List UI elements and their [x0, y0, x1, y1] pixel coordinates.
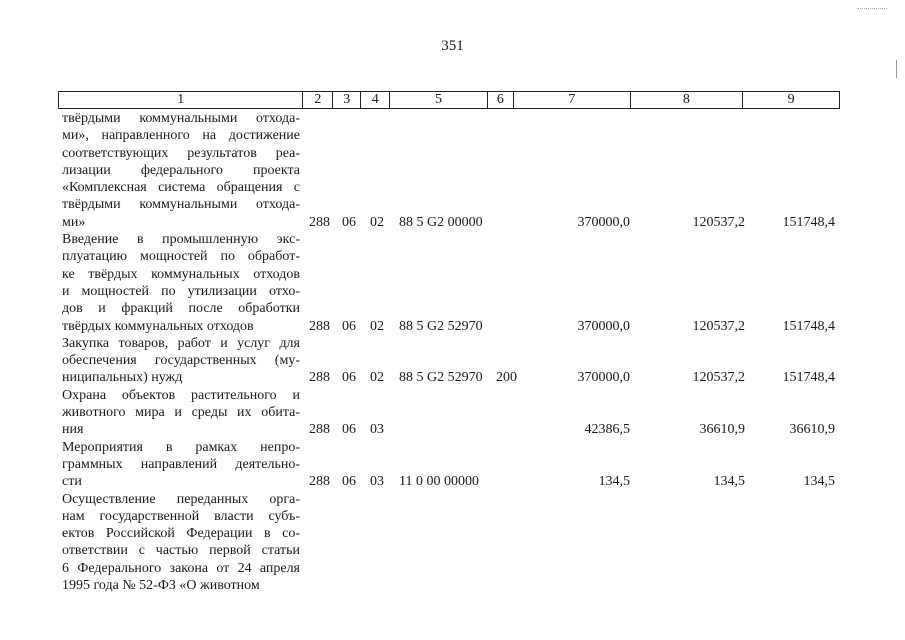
- header-col-5: 5: [390, 92, 488, 108]
- cell-col-5: 88 5 G2 00000: [399, 214, 483, 230]
- cell-col-8: 120537,2: [692, 214, 745, 230]
- header-col-4: 4: [361, 92, 390, 108]
- cell-col-3: 06: [342, 474, 356, 490]
- cell-col-2: 288: [309, 422, 330, 438]
- header-col-7: 7: [514, 92, 631, 108]
- cell-col-6: 200: [496, 370, 517, 386]
- description-line: ответствии с частью первой статьи: [62, 543, 300, 559]
- description-line: ми»: [62, 214, 86, 230]
- description-line: Осуществление переданных орга-: [62, 491, 300, 507]
- page-number: 351: [441, 38, 464, 54]
- description-line: и мощностей по утилизации отхо-: [62, 283, 300, 299]
- cell-col-4: 02: [370, 370, 384, 386]
- description-line: ниципальных) нужд: [62, 370, 183, 386]
- cell-col-2: 288: [309, 318, 330, 334]
- header-col-3: 3: [333, 92, 361, 108]
- cell-col-5: 88 5 G2 52970: [399, 318, 483, 334]
- cell-col-2: 288: [309, 474, 330, 490]
- cell-col-5: 11 0 00 00000: [399, 474, 479, 490]
- cell-col-8: 134,5: [713, 474, 745, 490]
- cell-col-3: 06: [342, 318, 356, 334]
- header-col-2: 2: [303, 92, 333, 108]
- cell-col-2: 288: [309, 370, 330, 386]
- description-line: граммных направлений деятельно-: [62, 456, 300, 472]
- cell-col-8: 120537,2: [692, 370, 745, 386]
- description-line: сти: [62, 474, 82, 490]
- header-col-1: 1: [59, 92, 303, 108]
- row-description: [62, 491, 300, 595]
- cell-col-4: 02: [370, 318, 384, 334]
- row-description: [62, 439, 300, 491]
- description-line: плуатацию мощностей по обработ-: [62, 249, 300, 265]
- description-line: «Комплексная система обращения с: [62, 180, 300, 196]
- cell-col-3: 06: [342, 370, 356, 386]
- cell-col-7: 370000,0: [577, 318, 630, 334]
- cell-col-5: 88 5 G2 52970: [399, 370, 483, 386]
- header-col-9: 9: [787, 92, 795, 107]
- row-description: [62, 231, 300, 335]
- cell-col-9: 151748,4: [782, 318, 835, 334]
- cell-col-8: 36610,9: [699, 422, 745, 438]
- description-line: ния: [62, 422, 84, 438]
- cell-col-7: 370000,0: [577, 370, 630, 386]
- cell-col-9: 134,5: [803, 474, 835, 490]
- description-line: твёрдых коммунальных отходов: [62, 318, 254, 334]
- scan-artifact: [857, 8, 887, 10]
- scan-edge-mark: [896, 60, 897, 78]
- description-line: ке твёрдых коммунальных отходов: [62, 266, 300, 282]
- cell-col-4: 03: [370, 474, 384, 490]
- cell-col-8: 120537,2: [692, 318, 745, 334]
- header-col-6: 6: [488, 92, 514, 108]
- cell-col-9: 36610,9: [789, 422, 835, 438]
- description-line: Закупка товаров, работ и услуг для: [62, 335, 300, 351]
- table-header: [58, 91, 840, 109]
- cell-col-7: 134,5: [598, 474, 630, 490]
- description-line: дов и фракций после обработки: [62, 301, 300, 317]
- cell-col-3: 06: [342, 422, 356, 438]
- header-col-8: 8: [631, 92, 744, 108]
- description-line: соответствующих результатов реа-: [62, 145, 300, 161]
- row-description: [62, 110, 300, 231]
- description-line: твёрдыми коммунальными отхода-: [62, 111, 300, 126]
- cell-col-4: 03: [370, 422, 384, 438]
- row-description: [62, 387, 300, 439]
- description-line: 1995 года № 52-ФЗ «О животном: [62, 578, 260, 594]
- cell-col-2: 288: [309, 214, 330, 230]
- row-description: [62, 335, 300, 387]
- description-line: нам государственной власти субъ-: [62, 508, 300, 524]
- cell-col-9: 151748,4: [782, 214, 835, 230]
- description-line: 6 Федерального закона от 24 апреля: [62, 560, 300, 576]
- description-line: лизации федерального проекта: [62, 162, 300, 178]
- description-line: Охрана объектов растительного и: [62, 387, 300, 403]
- cell-col-3: 06: [342, 214, 356, 230]
- cell-col-7: 42386,5: [584, 422, 630, 438]
- description-line: животного мира и среды их обита-: [62, 405, 300, 421]
- description-line: Мероприятия в рамках непро-: [62, 439, 300, 455]
- description-line: Введение в промышленную экс-: [62, 232, 300, 248]
- cell-col-7: 370000,0: [577, 214, 630, 230]
- cell-col-4: 02: [370, 214, 384, 230]
- description-line: ми», направленного на достижение: [62, 128, 300, 144]
- description-line: твёрдыми коммунальными отхода-: [62, 197, 300, 213]
- description-line: ектов Российской Федерации в со-: [62, 526, 300, 542]
- description-line: обеспечения государственных (му-: [62, 353, 300, 369]
- cell-col-9: 151748,4: [782, 370, 835, 386]
